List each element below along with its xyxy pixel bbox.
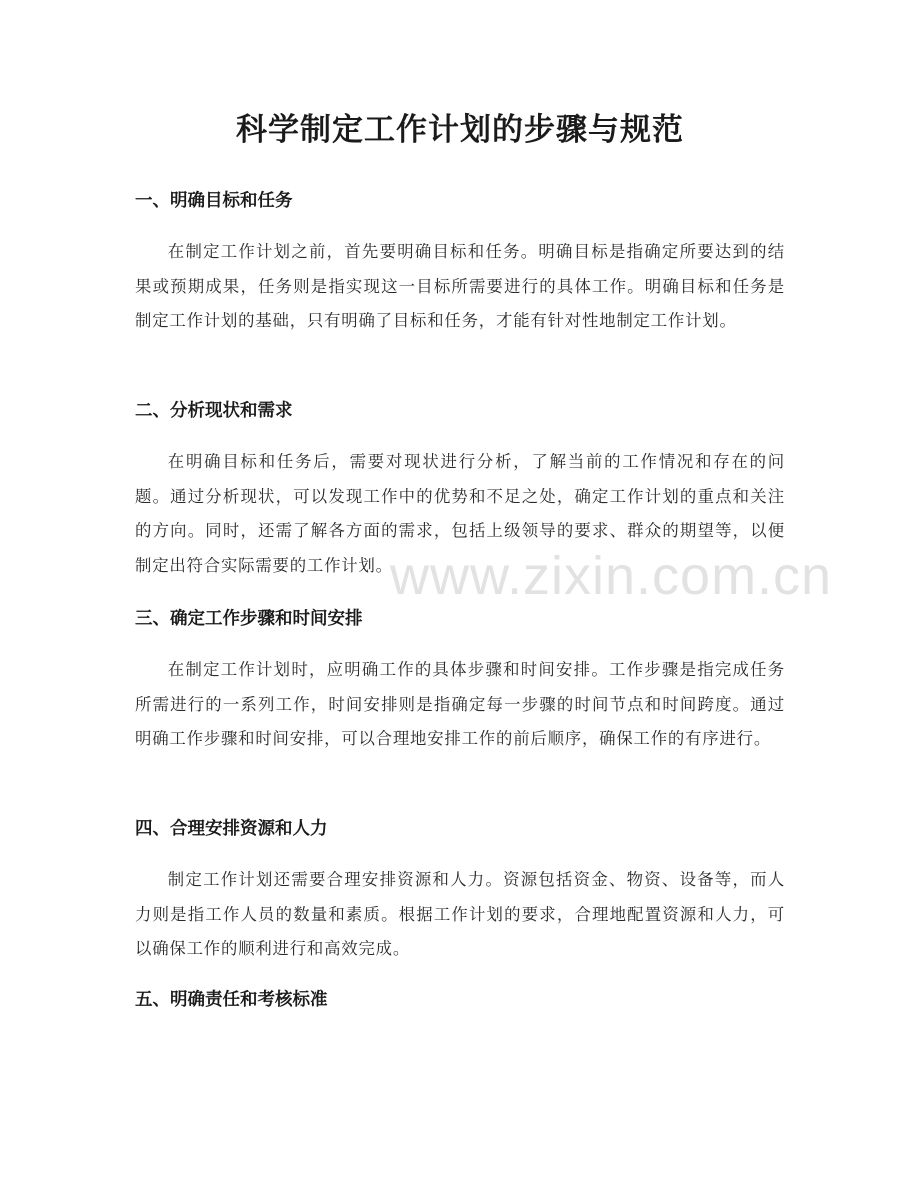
section-paragraph-1: 在制定工作计划之前，首先要明确目标和任务。明确目标是指确定所要达到的结果或预期成果，任务则是指实现这一目标所需要进行的具体工作。明确目标和任务是制定工作计划的基础，只有明确了目标和任务，才能有针对性地制定工作计划。 [135, 242, 785, 330]
page-title: 科学制定工作计划的步骤与规范 [236, 112, 684, 148]
section-heading-3: 三、确定工作步骤和时间安排 [135, 609, 363, 629]
section-heading-5: 五、明确责任和考核标准 [135, 990, 328, 1010]
watermark: www.zixin.com.cn [390, 546, 833, 606]
section-paragraph-3: 在制定工作计划时，应明确工作的具体步骤和时间安排。工作步骤是指完成任务所需进行的一系列工作，时间安排则是指确定每一步骤的时间节点和时间跨度。通过明确工作步骤和时间安排，可以合理地安排工作的前后顺序，确保工作的有序进行。 [135, 660, 785, 748]
section-heading-2: 二、分析现状和需求 [135, 401, 293, 421]
section-paragraph-4: 制定工作计划还需要合理安排资源和人力。资源包括资金、物资、设备等，而人力则是指工作人员的数量和素质。根据工作计划的要求，合理地配置资源和人力，可以确保工作的顺利进行和高效完成。 [135, 870, 785, 958]
section-paragraph-2: 在明确目标和任务后，需要对现状进行分析，了解当前的工作情况和存在的问题。通过分析现状，可以发现工作中的优势和不足之处，确定工作计划的重点和关注的方向。同时，还需了解各方面的需求，包括上级领导的要求、群众的期望等，以便制定出符合实际需要的工作计划。 [135, 452, 785, 575]
section-heading-1: 一、明确目标和任务 [135, 191, 293, 211]
section-heading-4: 四、合理安排资源和人力 [135, 819, 328, 839]
